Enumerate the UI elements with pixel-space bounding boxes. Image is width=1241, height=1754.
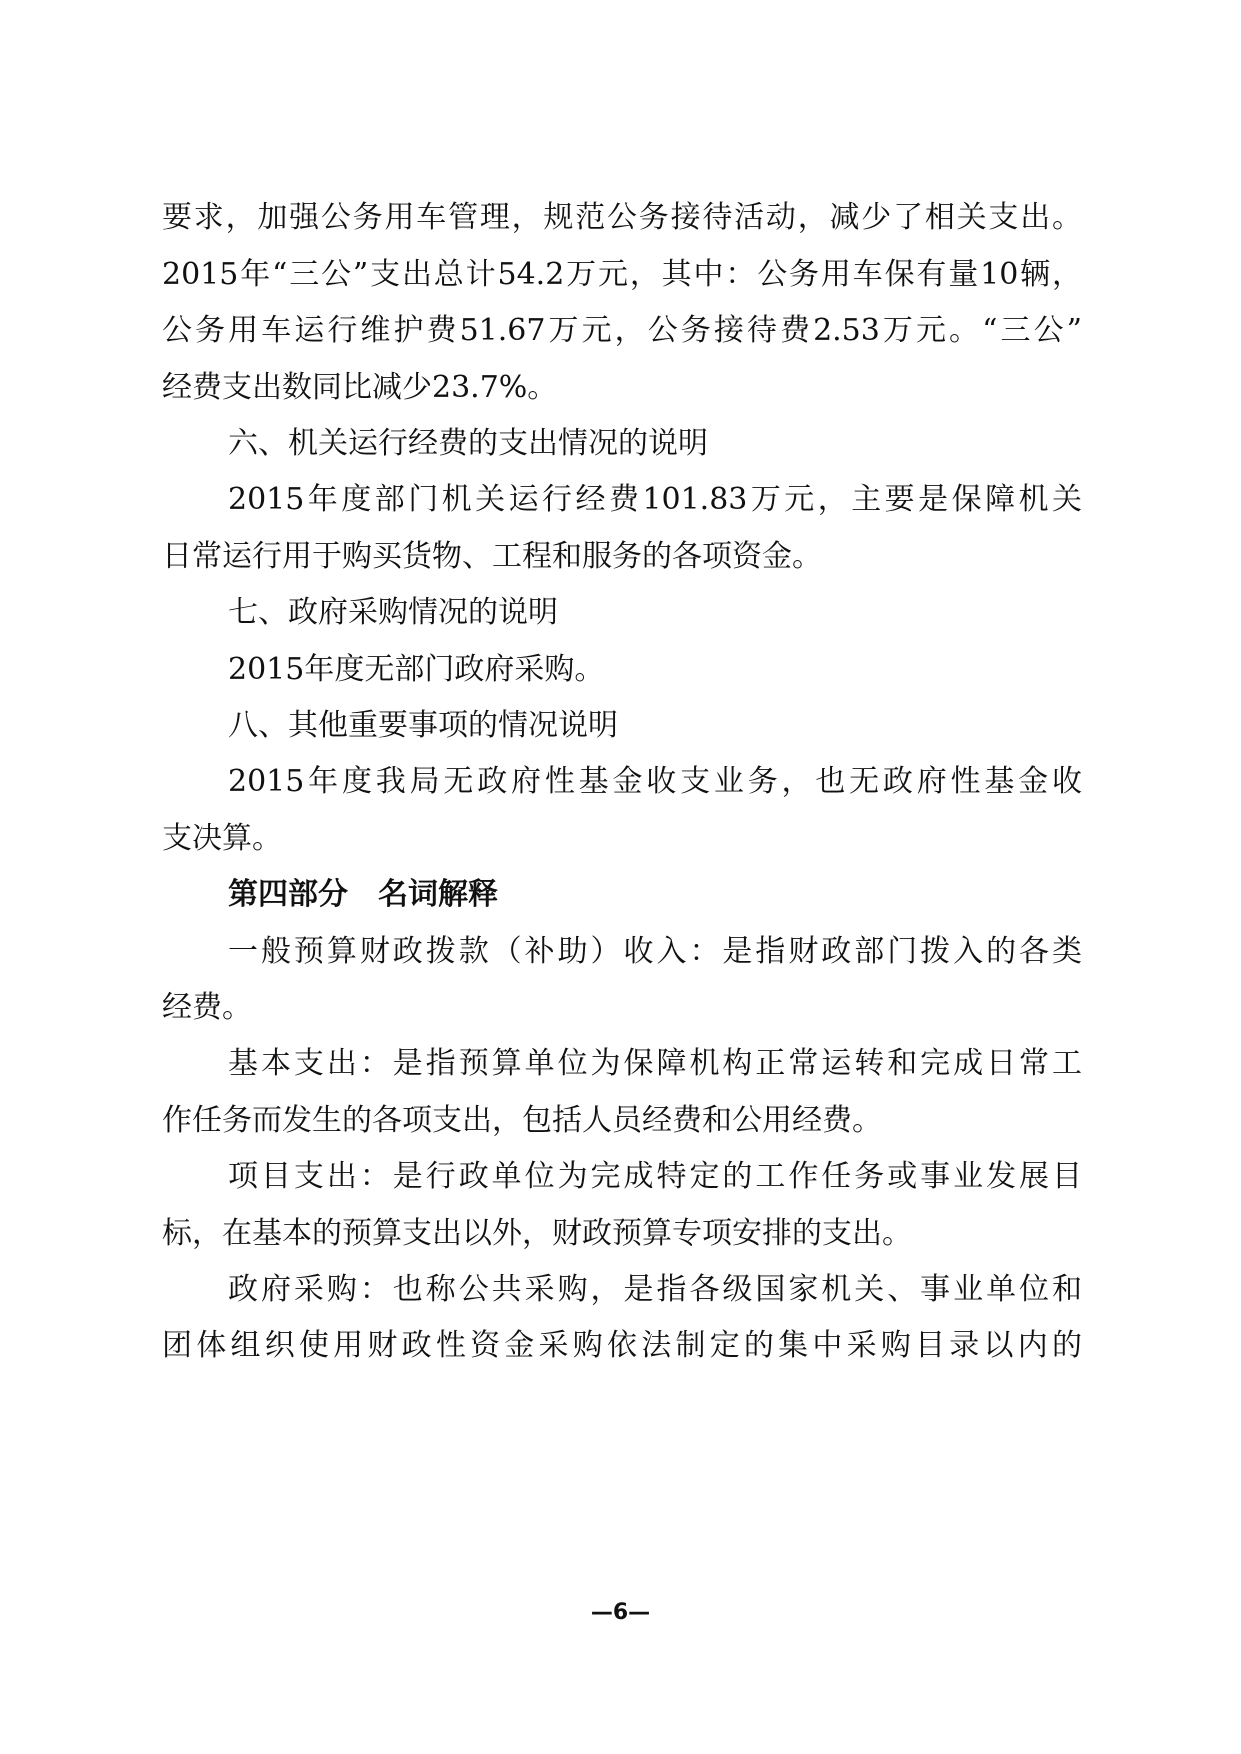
term-line-3: 基本支出：是指预算单位为保障机构正常运转和完成日常工 [228, 1046, 1082, 1081]
body-line-9: 2015年度无部门政府采购。 [228, 652, 605, 687]
section-heading-8: 八、其他重要事项的情况说明 [228, 708, 618, 743]
term-line-1: 一般预算财政拨款（补助）收入：是指财政部门拨入的各类 [228, 934, 1082, 969]
body-line-6: 2015年度部门机关运行经费101.83万元，主要是保障机关 [228, 482, 1082, 517]
term-line-4: 作任务而发生的各项支出，包括人员经费和公用经费。 [162, 1103, 882, 1138]
body-line-7: 日常运行用于购买货物、工程和服务的各项资金。 [162, 539, 822, 574]
term-line-5: 项目支出：是行政单位为完成特定的工作任务或事业发展目 [228, 1159, 1082, 1194]
body-line-4: 经费支出数同比减少23.7%。 [162, 370, 558, 405]
section-heading-7: 七、政府采购情况的说明 [228, 595, 558, 630]
term-line-6: 标，在基本的预算支出以外，财政预算专项安排的支出。 [162, 1216, 912, 1251]
term-line-2: 经费。 [162, 990, 252, 1025]
page-number: —6— [590, 1600, 651, 1625]
body-line-2: 2015年“三公”支出总计54.2万元，其中：公务用车保有量10辆， [162, 257, 1082, 292]
body-line-11: 2015年度我局无政府性基金收支业务，也无政府性基金收 [228, 764, 1082, 799]
section-heading-6: 六、机关运行经费的支出情况的说明 [228, 426, 708, 461]
body-line-12: 支决算。 [162, 821, 282, 856]
body-line-1: 要求，加强公务用车管理，规范公务接待活动，减少了相关支出。 [162, 200, 1082, 235]
part-four-heading: 第四部分 名词解释 [228, 877, 498, 912]
body-line-3: 公务用车运行维护费51.67万元，公务接待费2.53万元。“三公” [162, 313, 1082, 348]
term-line-7: 政府采购：也称公共采购，是指各级国家机关、事业单位和 [228, 1272, 1082, 1307]
term-line-8: 团体组织使用财政性资金采购依法制定的集中采购目录以内的 [162, 1328, 1082, 1363]
